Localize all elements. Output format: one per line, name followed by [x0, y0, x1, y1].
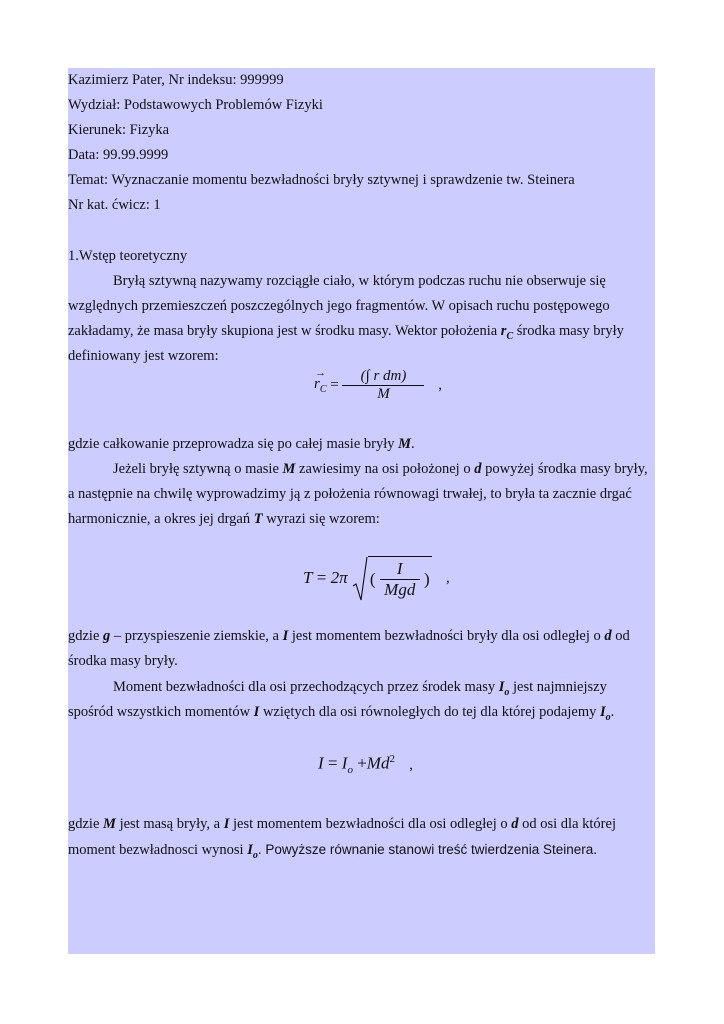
symbol: r [500, 323, 507, 339]
text-span: jest momentem bezwładności bryły dla osi odległej o [288, 628, 605, 644]
subscript: o [252, 849, 258, 861]
symbol: d [511, 816, 519, 832]
symbol: I [498, 679, 505, 695]
eq-superscript: 2 [389, 753, 395, 765]
eq-fraction [342, 368, 424, 403]
paragraph-line: Bryłą sztywną nazywamy rozciągłe ciało, w którym podczas ruchu nie obserwuje się [113, 273, 606, 289]
eq-comma: , [445, 569, 450, 586]
subscript: o [504, 686, 510, 698]
eq-symbol: r [314, 376, 320, 392]
paragraph-line [68, 507, 655, 532]
text-span: powyżej środka masy bryły, [481, 461, 648, 477]
paragraph-line [68, 837, 655, 868]
eq-comma: , [438, 377, 442, 393]
eq-paren: ( [369, 569, 376, 589]
text-span: od [611, 628, 630, 644]
text-span: – przyspieszenie ziemskie, a [110, 628, 283, 644]
eq-equals: = [330, 377, 339, 393]
eq-fraction [380, 559, 420, 600]
text-span: moment bezwładnosci wynosi [68, 842, 248, 858]
paragraph-line [68, 624, 655, 649]
text-span: od osi dla której [518, 816, 616, 832]
eq-denominator: M [377, 386, 390, 402]
symbol: I [282, 628, 289, 644]
symbol: g [103, 628, 111, 644]
author-line: Kazimierz Pater, Nr indeksu: 999999 [68, 72, 284, 88]
symbol: d [604, 628, 612, 644]
eq-equals: = [316, 568, 327, 587]
equation-period [303, 556, 450, 600]
paragraph-line [68, 700, 655, 730]
text-span: jest momentem bezwładności dla osi odległej o [229, 816, 512, 832]
equation-center-of-mass: → $r_C$ = $\frac{\text{(∫ r dm)}}{M}$ , [314, 367, 442, 402]
text-span: gdzie [68, 628, 104, 644]
text-span: wziętych dla osi równoległych do tej dla której podajemy [259, 704, 600, 720]
eq-comma: , [409, 756, 413, 773]
text-span: gdzie [68, 816, 104, 832]
symbol: T [253, 511, 263, 527]
eq-term: I [341, 753, 348, 773]
text-span: Jeżeli bryłę sztywną o masie [113, 461, 283, 477]
eq-paren: ) [424, 569, 430, 589]
subscript: C [506, 330, 514, 342]
text-span: . [610, 704, 615, 720]
faculty-line: Wydział: Podstawowych Problemów Fizyki [68, 97, 323, 113]
eq-coefficient: 2π [330, 568, 348, 587]
text-span: jest najmniejszy [509, 679, 607, 695]
symbol: M [398, 436, 412, 452]
sqrt-sign-icon [352, 556, 368, 602]
eq-term: Md [366, 753, 390, 773]
subscript: o [605, 711, 611, 723]
eq-symbol: T [303, 568, 313, 587]
topic-line: Temat: Wyznaczanie momentu bezwładności bryły sztywnej i sprawdzenie tw. Steinera [68, 172, 575, 188]
paragraph-line [68, 432, 655, 457]
eq-numerator: (∫ r dm) [342, 368, 424, 386]
text-span: zakładamy, że masa bryły skupiona jest w środku masy. Wektor położenia [68, 323, 501, 339]
symbol: M [282, 461, 296, 477]
eq-equals: = [327, 753, 338, 773]
paragraph-line: a następnie na chwilę wyprowadzimy ją z położenia równowagi trwałej, to bryła ta zacznie drgać [68, 486, 632, 502]
exercise-number-line: Nr kat. ćwicz: 1 [68, 197, 161, 213]
eq-numerator: I [380, 559, 420, 580]
text-span: środka masy bryły [513, 323, 624, 339]
eq-sqrt [352, 556, 432, 600]
text-span: jest masą bryły, a [115, 816, 224, 832]
eq-subscript: C [319, 384, 327, 395]
text-span: wyrazi się wzorem: [262, 511, 380, 527]
eq-denominator: Mgd [384, 580, 416, 599]
text-span: gdzie całkowanie przeprowadza się po całej masie bryły [68, 436, 399, 452]
section-heading: 1.Wstęp teoretyczny [68, 248, 188, 264]
eq-subscript: o [347, 764, 353, 777]
equation-steiner [318, 753, 413, 776]
paragraph-line [68, 457, 655, 482]
symbol: I [253, 704, 260, 720]
date-line: Data: 99.99.9999 [68, 147, 169, 163]
eq-plus: + [357, 753, 367, 773]
paragraph-line [68, 812, 655, 837]
text-span: . [411, 436, 415, 452]
symbol: M [103, 816, 116, 832]
text-span: Moment bezwładności dla osi przechodzących przez środek masy [113, 679, 499, 695]
eq-symbol: I [318, 753, 324, 773]
symbol: d [474, 461, 482, 477]
paragraph-line: względnych przemieszczeń poszczególnych jego fragmentów. W opisach ruchu postępowego [68, 298, 610, 314]
paragraph-line: środka masy bryły. [68, 653, 178, 669]
text-span: spośród wszystkich momentów [68, 704, 254, 720]
major-line: Kierunek: Fizyka [68, 122, 170, 138]
text-span: zawiesimy na osi położonej o [295, 461, 475, 477]
symbol: I [600, 704, 606, 720]
text-span: harmonicznie, a okres jej drgań [68, 511, 254, 527]
text-span: . Powyższe równanie stanowi treść twierdzenia Steinera. [257, 842, 598, 857]
paragraph-line: definiowany jest wzorem: [68, 348, 219, 364]
symbol: I [247, 842, 253, 858]
document-page [68, 68, 655, 954]
symbol: I [223, 816, 230, 832]
